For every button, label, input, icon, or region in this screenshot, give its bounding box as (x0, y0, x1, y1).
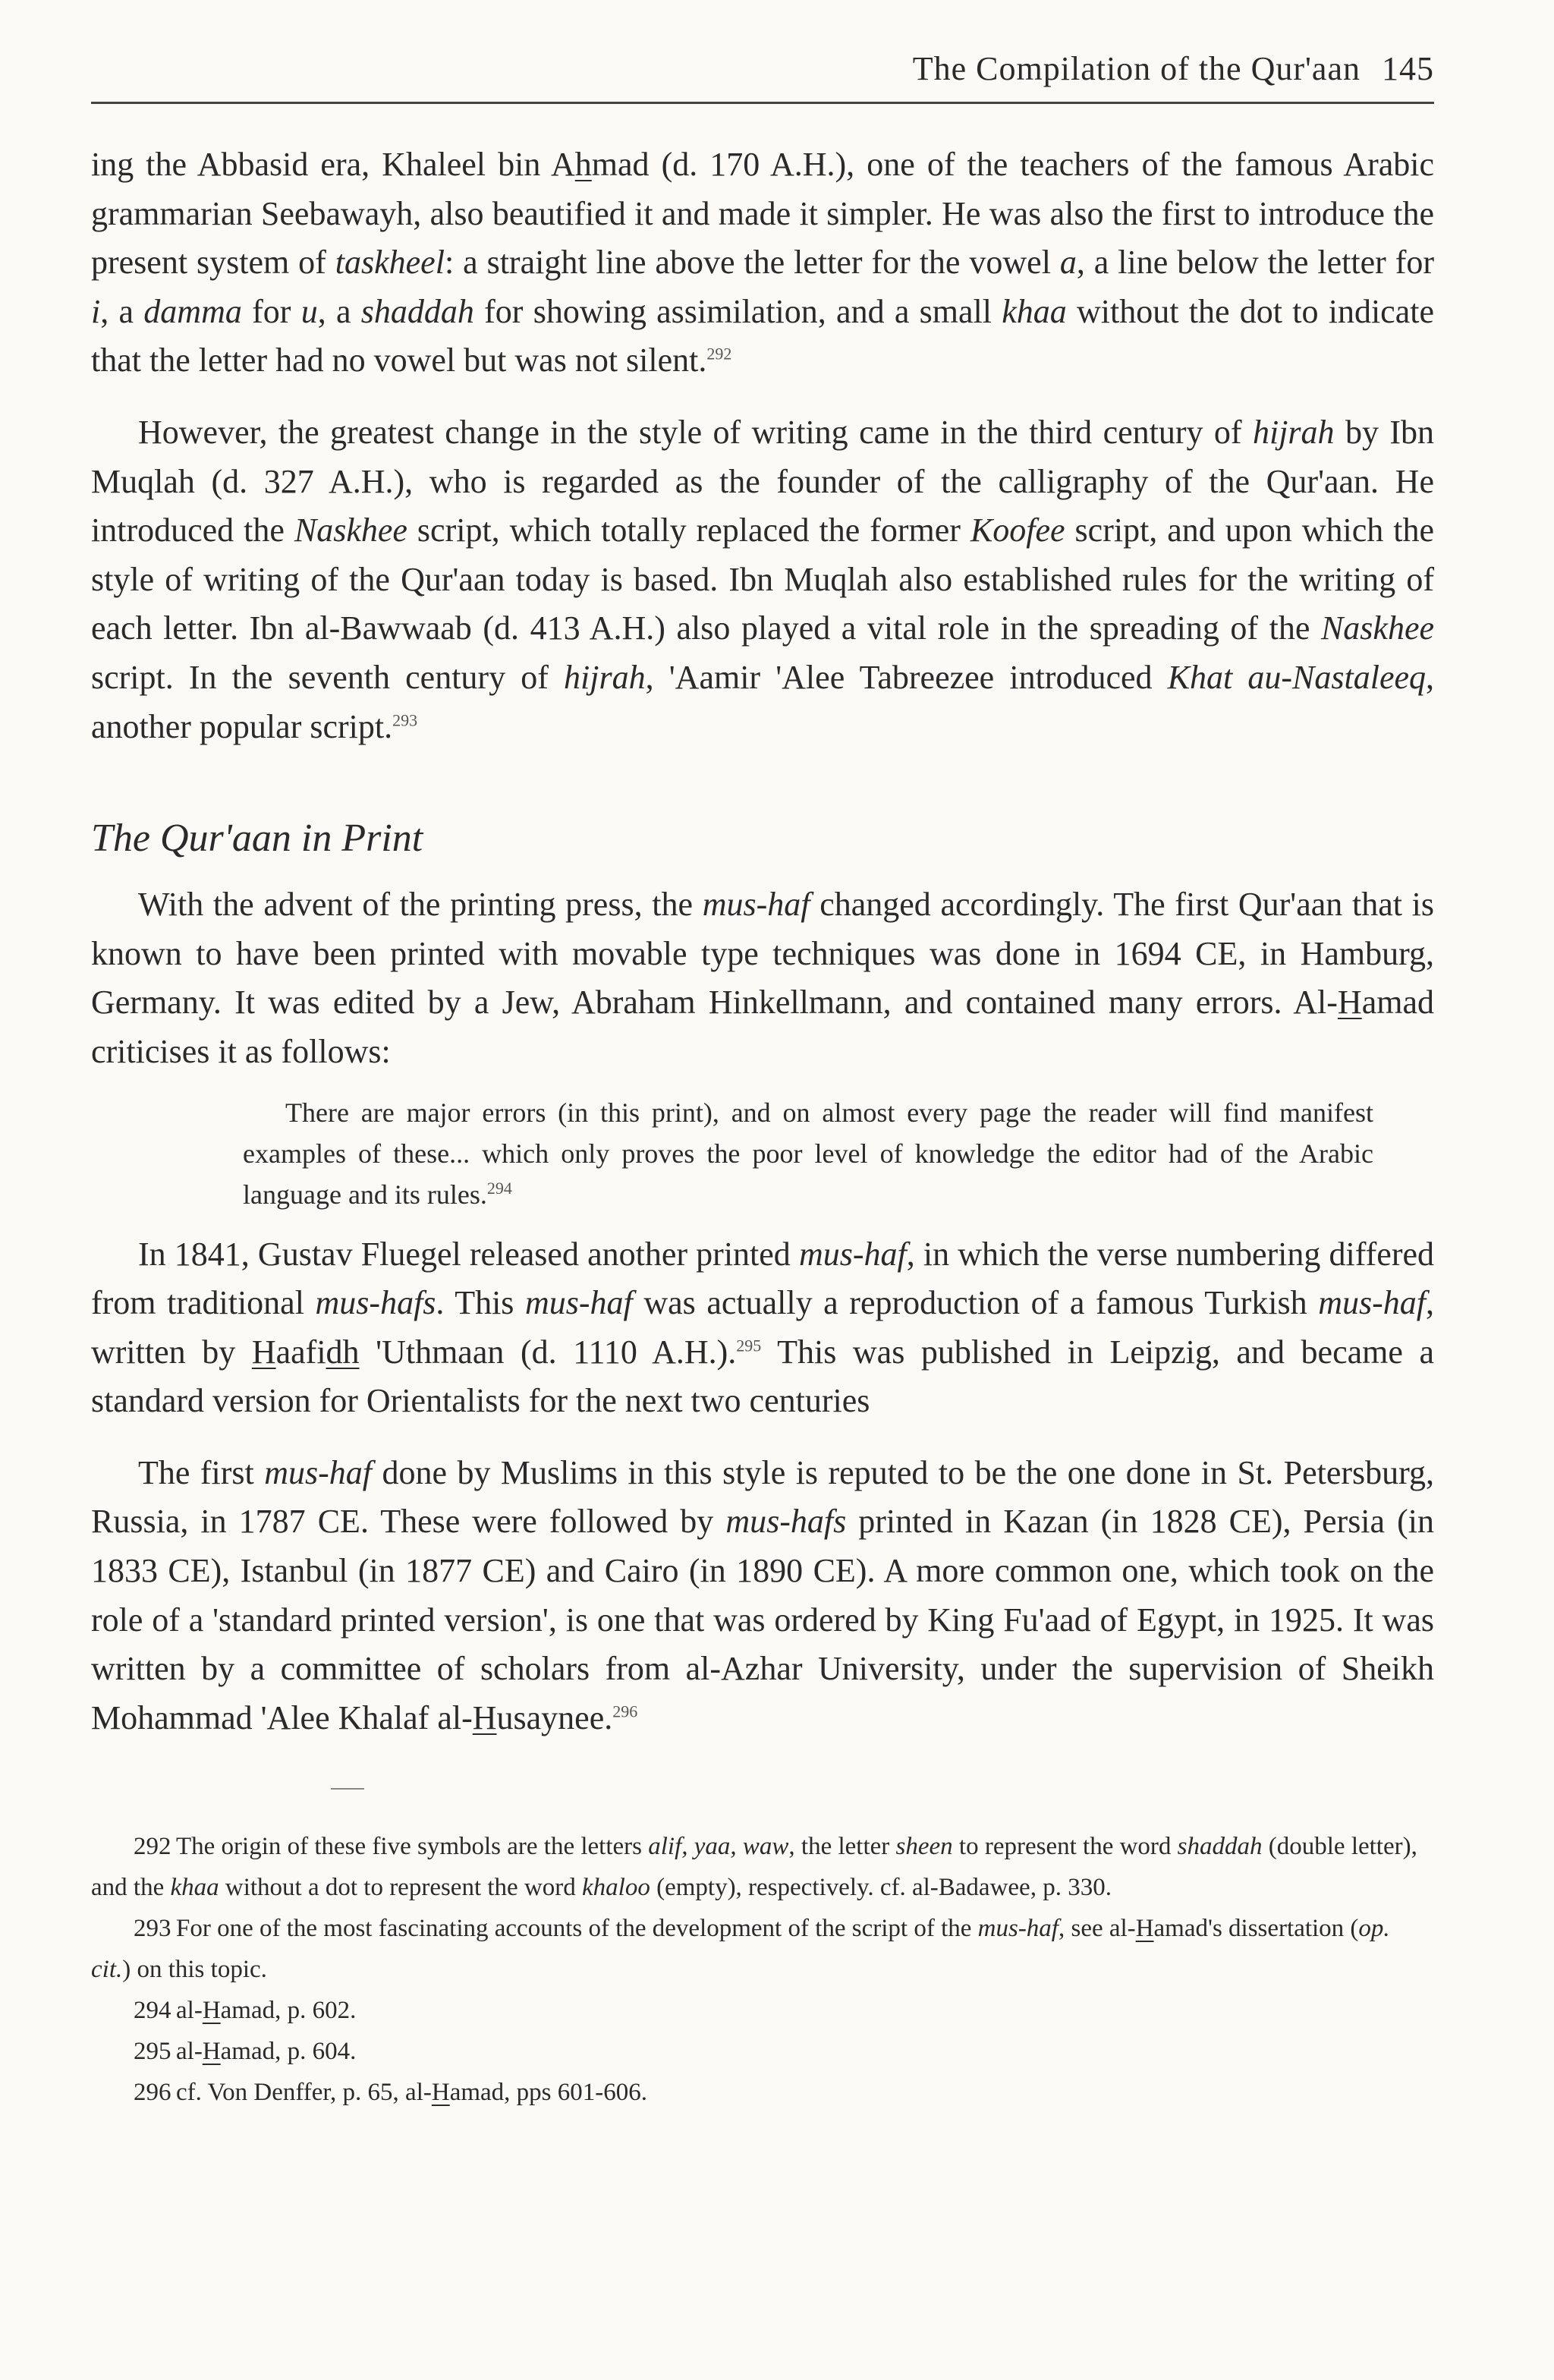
footnote: 292 The origin of these five symbols are the letters alif, yaa, waw, the letter sheen to represent the word shaddah (double letter), and the khaa without a dot to represent the word khaloo (empty), respectively. cf. al-Badawee, p. 330. (91, 1833, 1417, 1902)
footnote-ref: 293 (392, 710, 418, 729)
footnote-ref: 292 (706, 344, 732, 364)
footnote: 295 al-Hamad, p. 604. (134, 2038, 357, 2066)
footnote-divider (331, 1788, 364, 1790)
footnote: 294 al-Hamad, p. 602. (134, 1997, 357, 2025)
footnote-ref: 294 (486, 1178, 512, 1198)
paragraph: ing the Abbasid era, Khaleel bin Ahmad (d. 170 A.H.), one of the teachers of the famous Arabic grammarian Seebawayh, also beautified it and made it simpler. He was also the first to introduce the present system of taskheel: a straight line above the letter for the vowel a, a line below the letter for i, a damma for u, a shaddah for showing assimilation, and a small khaa without the dot to indicate that the letter had no vowel but was not silent.$^{292}$ (91, 146, 1435, 379)
paragraph: The first mus-haf done by Muslims in this style is reputed to be the one done in St. Petersburg, Russia, in 1787 CE. These were followed by mus-hafs printed in Kazan (in 1828 CE), Persia (in 1833 CE), Istanbul (in 1877 CE) and Cairo (in 1890 CE). A more common one, which took on the role of a 'standard printed version', is one that was ordered by King Fu'aad of Egypt, in 1925. It was written by a committee of scholars from al-Azhar University, under the supervision of Sheikh Mohammad 'Alee Khalaf al-Husaynee.$^{296}$ (91, 1453, 1434, 1736)
main-text (91, 140, 1434, 1742)
section-heading: The Qur'aan in Print (91, 817, 423, 861)
page-number: 145 (1382, 50, 1434, 87)
book-page (91, 36, 1434, 2113)
paragraph: In 1841, Gustav Fluegel released another printed mus-haf, in which the verse numbering differed from traditional mus-hafs. This mus-haf was actually a reproduction of a famous Turkish mus-haf, written by Haafidh 'Uthmaan (d. 1110 A.H.).$^{295}$ This was published in Leipzig, and became a standard version for Orientalists for the next two centuries (91, 1235, 1435, 1420)
block-quote: There are major errors (in this print), and on almost every page the reader will find manifest examples of these... which only proves the poor level of knowledge the editor had of the Arabic language and its rules.$^{294}$ (243, 1097, 1373, 1210)
footnote: 293 For one of the most fascinating accounts of the development of the script of the mus-haf, see al-Hamad's dissertation (op. cit.) on this topic. (91, 1915, 1390, 1984)
footnote-ref: 296 (612, 1702, 638, 1721)
running-header (91, 36, 1434, 104)
running-title: The Compilation of the Qur'aan (912, 50, 1361, 87)
footnote: 296 cf. Von Denffer, p. 65, al-Hamad, pps 601-606. (134, 2079, 647, 2107)
paragraph: However, the greatest change in the style of writing came in the third century of hijrah by Ibn Muqlah (d. 327 A.H.), who is regarded as the founder of the calligraphy of the Qur'aan. He introduced the Naskhee script, which totally replaced the former Koofee script, and upon which the style of writing of the Qur'aan today is based. Ibn Muqlah also established rules for the writing of each letter. Ibn al-Bawwaab (d. 413 A.H.) also played a vital role in the spreading of the Naskhee script. In the seventh century of hijrah, 'Aamir 'Alee Tabreezee introduced Khat au-Nastaleeq, another popular script.$^{293}$ (91, 413, 1435, 745)
footnote-ref: 295 (736, 1336, 762, 1355)
footnotes (91, 1826, 1434, 2113)
paragraph: With the advent of the printing press, the mus-haf changed accordingly. The first Qur'aan that is known to have been printed with movable type techniques was done in 1694 CE, in Hamburg, Germany. It was edited by a Jew, Abraham Hinkellmann, and contained many errors. Al-Hamad criticises it as follows: (91, 886, 1434, 1070)
